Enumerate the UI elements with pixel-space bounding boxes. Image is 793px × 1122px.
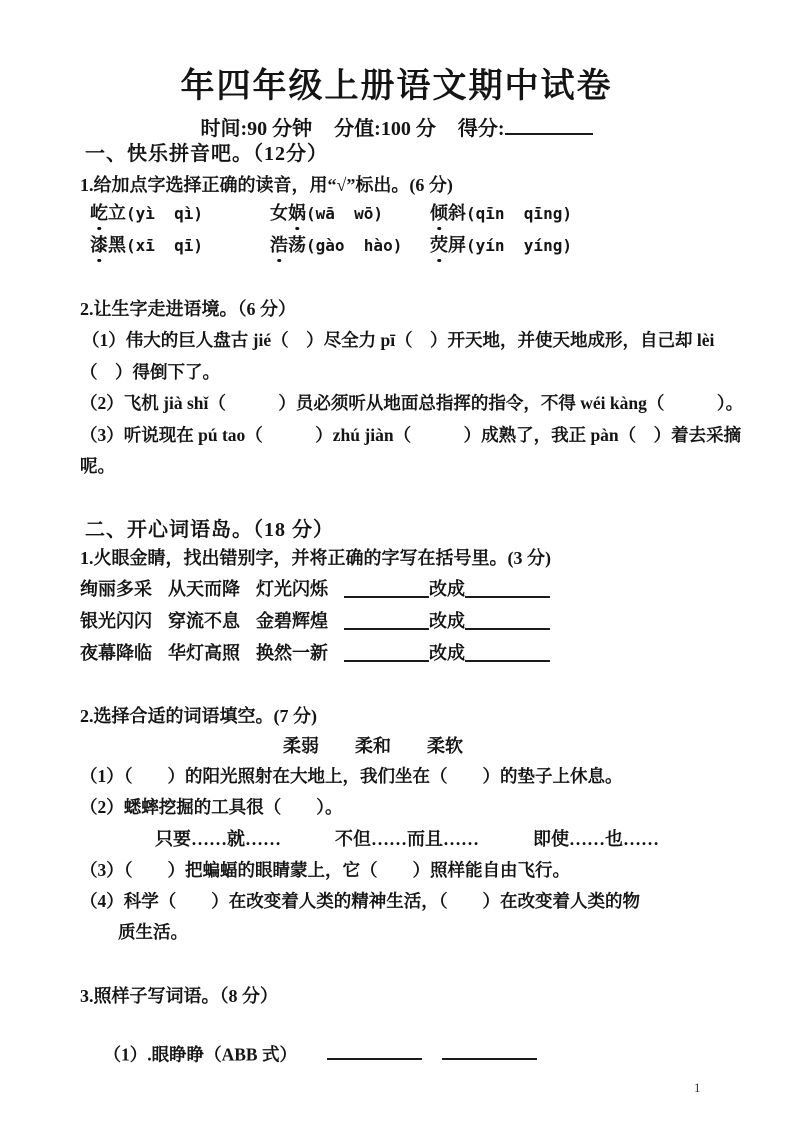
- total-score-label: 分值:100 分: [334, 118, 436, 140]
- word-cell: 灯光闪烁: [256, 579, 328, 599]
- s1-q1-prompt: 1.给加点字选择正确的读音，用“√”标出。(6 分): [80, 175, 453, 195]
- word: 女娲: [270, 203, 306, 223]
- word: 屹立: [90, 203, 126, 223]
- s1-q2-sentence-3: （3）听说现在 pú tao（ ）zhú jiàn（ ）成熟了，我正 pàn（ ）着去采摘: [80, 425, 742, 445]
- s2-q2-sentence-2: （2）蟋蟀挖掘的工具很（ ）。: [80, 797, 343, 817]
- pinyin-options: (gào hào): [306, 236, 403, 255]
- s2-q2-conjunction-options: 只要……就…… 不但……而且…… 即使……也……: [155, 829, 659, 849]
- change-to-label: 改成: [429, 579, 465, 599]
- s1-q2-prompt: 2.让生字走进语境。（6 分）: [80, 299, 296, 319]
- word: 倾斜: [430, 203, 466, 223]
- word-cell: 绚丽多采: [80, 579, 152, 599]
- s2-q3-item-1: [86, 1017, 537, 1089]
- pinyin-options: (yín yíng): [466, 236, 572, 255]
- word-cell: 夜幕降临: [80, 643, 152, 663]
- s2-q2-word-options: 柔弱 柔和 柔软: [283, 736, 463, 756]
- pinyin-item-qingxie: [430, 202, 572, 225]
- word-cell: 从天而降: [168, 579, 240, 599]
- pinyin-options: (qīn qīng): [466, 204, 572, 223]
- s2-q2-sentence-3: （3）（ ）把蝙蝠的眼睛蒙上，它（ ）照样能自由飞行。: [80, 860, 570, 880]
- pinyin-item-qihei: [90, 234, 270, 257]
- answer-blank-line: [327, 1040, 422, 1060]
- s2-q2-sentence-4-cont: 质生活。: [118, 922, 188, 942]
- word-cell: 银光闪闪: [80, 611, 152, 631]
- answer-blank-line: [344, 628, 429, 630]
- gained-score-label: 得分:: [457, 118, 505, 140]
- pinyin-options: (wā wō): [306, 204, 384, 223]
- word-row-3: [80, 642, 550, 665]
- word-cell: 华灯高照: [168, 643, 240, 663]
- pinyin-item-yingping: [430, 234, 572, 257]
- change-to-label: 改成: [429, 643, 465, 663]
- section-one-heading: 一、快乐拼音吧。（12分）: [85, 143, 328, 165]
- word-cell: 金碧辉煌: [256, 611, 328, 631]
- pinyin-item-nvwa: [270, 202, 430, 225]
- abb-example-label: （1）.眼睁睁（ABB 式）: [103, 1044, 297, 1065]
- time-label: 时间:90 分钟: [200, 118, 313, 140]
- word-cell: 穿流不息: [168, 611, 240, 631]
- score-blank-line: [505, 112, 593, 135]
- answer-blank-line: [465, 596, 550, 598]
- answer-blank-line: [442, 1040, 537, 1060]
- section-two-heading: 二、开心词语岛。（18 分）: [85, 519, 334, 541]
- word-row-1: [80, 578, 550, 601]
- answer-blank-line: [465, 660, 550, 662]
- s2-q1-prompt: 1.火眼金睛，找出错别字，并将正确的字写在括号里。(3 分): [80, 548, 551, 568]
- pinyin-item-haodang: [270, 234, 430, 257]
- word: 漆黑: [90, 235, 126, 255]
- pinyin-options: (yì qì): [126, 204, 204, 223]
- pinyin-item-yili: [90, 202, 270, 225]
- s2-q2-prompt: 2.选择合适的词语填空。(7 分): [80, 706, 317, 726]
- word: 荧屏: [430, 235, 466, 255]
- page-number: 1: [694, 1080, 701, 1095]
- s2-q2-sentence-1: （1）（ ）的阳光照射在大地上，我们坐在（ ）的垫子上休息。: [80, 766, 623, 786]
- answer-blank-line: [465, 628, 550, 630]
- word-cell: 换然一新: [256, 643, 328, 663]
- word: 浩荡: [270, 235, 306, 255]
- page-title: 年四年级上册语文期中试卷: [180, 67, 613, 105]
- s1-q2-sentence-1-cont: （ ）得倒下了。: [80, 362, 220, 382]
- s2-q3-prompt: 3.照样子写词语。（8 分）: [80, 986, 278, 1006]
- pinyin-row-1: [90, 202, 572, 225]
- pinyin-options: (xī qī): [126, 236, 204, 255]
- s1-q2-sentence-3-cont: 呢。: [80, 456, 115, 476]
- exam-meta-line: [0, 112, 793, 142]
- answer-blank-line: [344, 660, 429, 662]
- s2-q2-sentence-4: （4）科学（ ）在改变着人类的精神生活，（ ）在改变着人类的物: [80, 891, 640, 911]
- pinyin-row-2: [90, 234, 572, 257]
- word-row-2: [80, 610, 550, 633]
- s1-q2-sentence-2: （2）飞机 jià shǐ（ ）员必须听从地面总指挥的指令，不得 wéi kàng（ ）。: [80, 393, 744, 413]
- change-to-label: 改成: [429, 611, 465, 631]
- s1-q2-sentence-1: （1）伟大的巨人盘古 jié（ ）尽全力 pī（ ）开天地，并使天地成形，自己却 lèi: [82, 330, 715, 350]
- answer-blank-line: [344, 596, 429, 598]
